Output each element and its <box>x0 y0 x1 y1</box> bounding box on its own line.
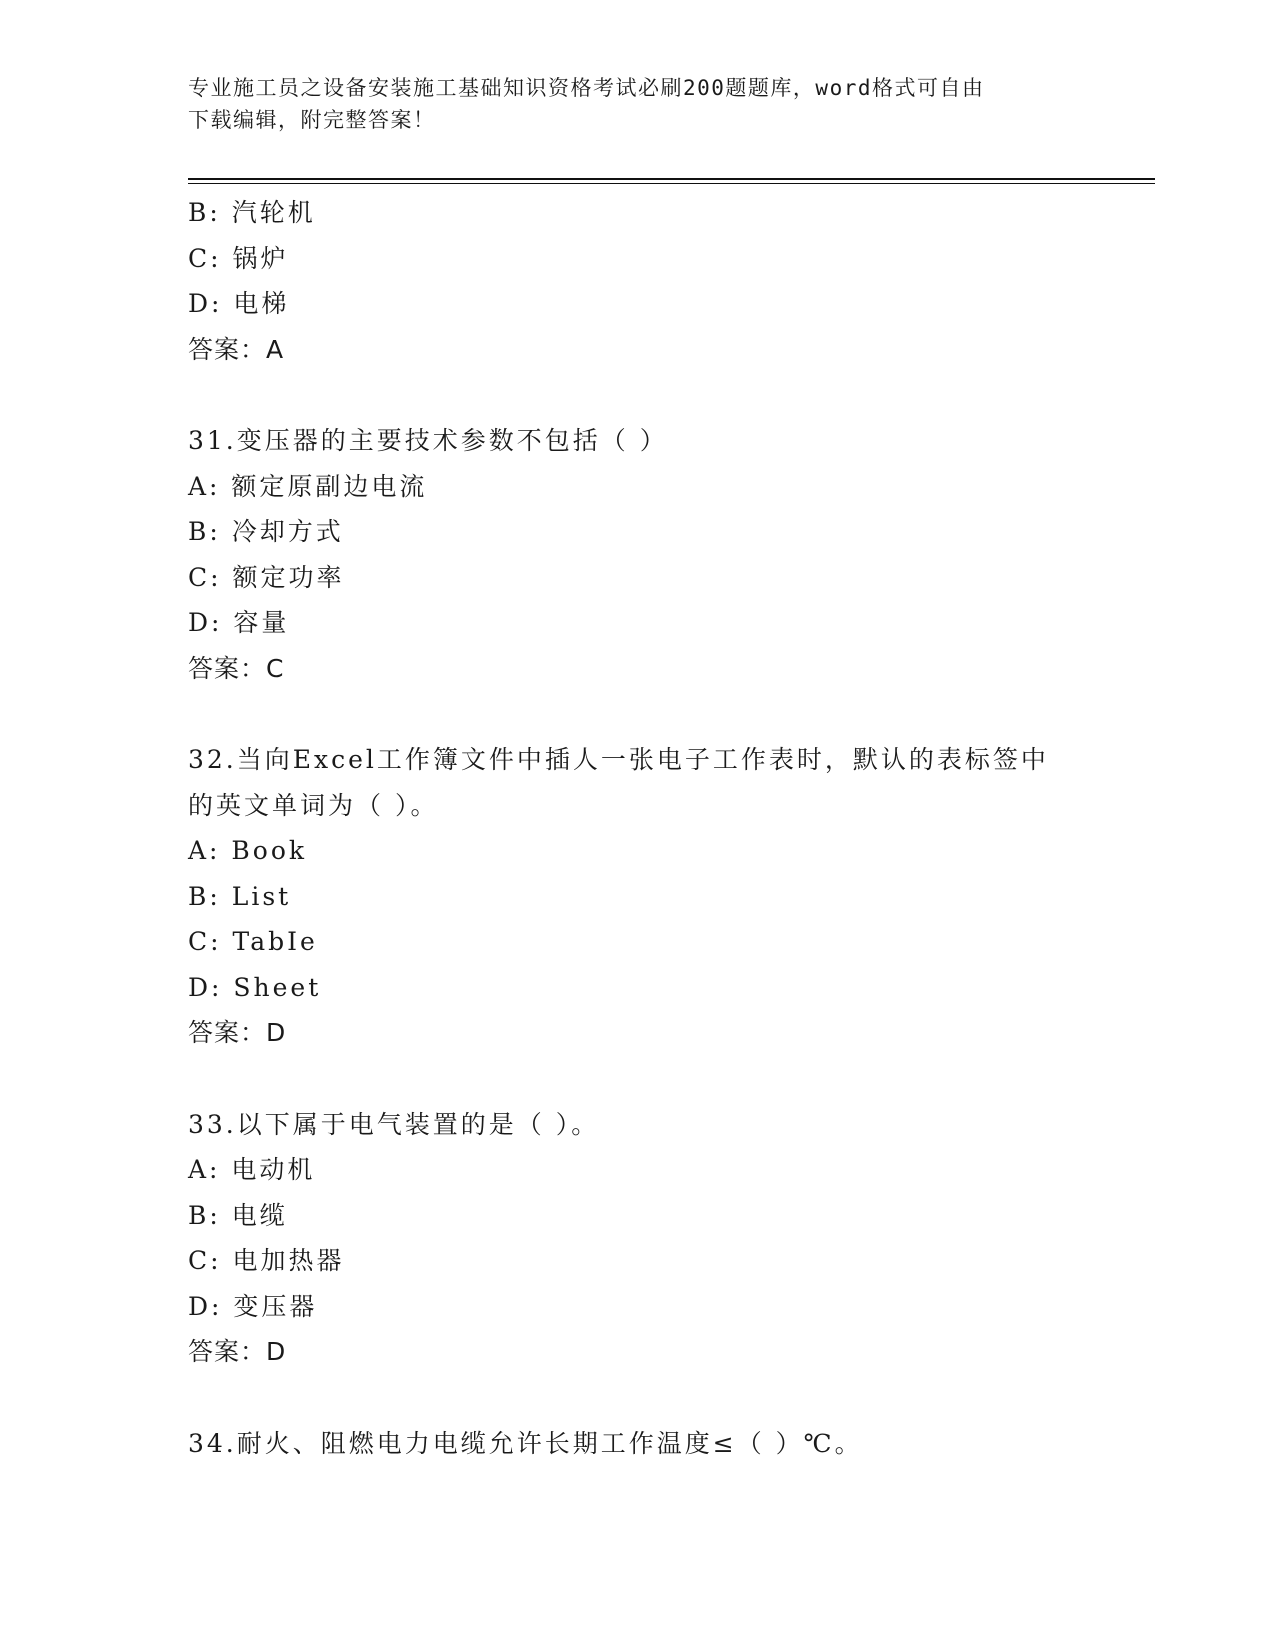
answer-line: 答案：A <box>188 334 285 364</box>
spacer <box>188 1375 1088 1421</box>
spacer <box>188 372 1088 418</box>
option-a: A: 电动机 <box>188 1155 316 1184</box>
header-divider-thin <box>188 183 1155 184</box>
header-title-line-1: 专业施工员之设备安装施工基础知识资格考试必刷200题题库，word格式可自由 <box>188 76 985 100</box>
option-d: D: 变压器 <box>188 1291 318 1321</box>
option-b: B: 电缆 <box>188 1200 288 1230</box>
question-stem: 31.变压器的主要技术参数不包括（ ） <box>188 426 668 455</box>
option-c: C: TabIe <box>188 927 318 956</box>
question-block-34 <box>188 1421 1088 1467</box>
option-a: A: 额定原副边电流 <box>188 471 428 501</box>
document-body <box>188 190 1088 1466</box>
option-d: D: Sheet <box>188 972 322 1002</box>
option-d: D: 容量 <box>188 608 290 637</box>
option-d: D: 电梯 <box>188 289 290 318</box>
question-stem: 33.以下属于电气装置的是（ ）。 <box>188 1109 600 1139</box>
question-stem-line-1: 32.当向Excel工作簿文件中插人一张电子工作表时，默认的表标签中 <box>188 745 1049 774</box>
spacer <box>188 1056 1088 1102</box>
spacer <box>188 691 1088 737</box>
option-b: B: List <box>188 881 292 911</box>
question-block-32 <box>188 737 1088 1056</box>
question-block-30 <box>188 190 1088 372</box>
answer-line: 答案：C <box>188 653 285 683</box>
question-stem: 34.耐火、阻燃电力电缆允许长期工作温度≤（ ）℃。 <box>188 1428 863 1458</box>
option-c: C: 电加热器 <box>188 1246 345 1275</box>
document-header <box>188 72 1088 136</box>
question-block-31 <box>188 418 1088 691</box>
option-c: C: 额定功率 <box>188 562 345 592</box>
option-a: A: Book <box>188 836 308 865</box>
answer-line: 答案：D <box>188 1018 287 1047</box>
option-b: B: 冷却方式 <box>188 517 344 546</box>
question-stem-line-2: 的英文单词为（ ）。 <box>188 790 439 820</box>
header-divider-thick <box>188 178 1155 180</box>
answer-line: 答案：D <box>188 1337 287 1366</box>
option-b: B: 汽轮机 <box>188 198 316 227</box>
question-block-33 <box>188 1102 1088 1375</box>
header-title-line-2: 下载编辑，附完整答案！ <box>188 108 436 132</box>
option-c: C: 锅炉 <box>188 243 289 273</box>
